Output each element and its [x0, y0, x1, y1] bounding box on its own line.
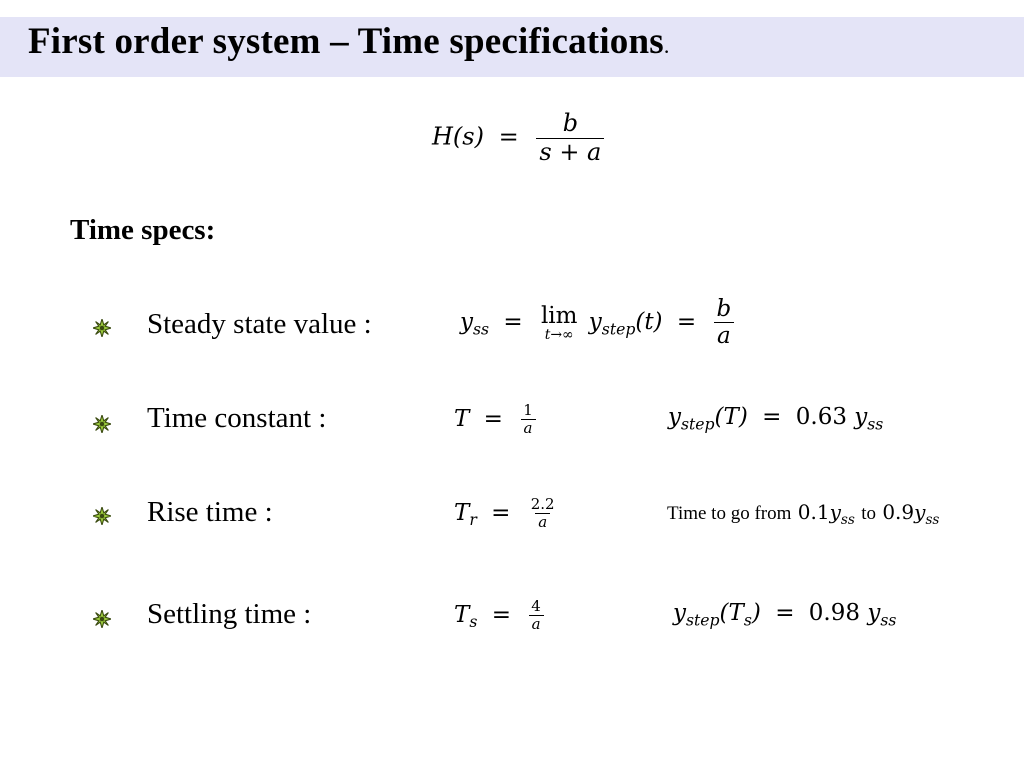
section-heading: Time specs: [70, 214, 216, 246]
limit-subscript: t→∞ [544, 327, 574, 344]
transfer-function-numerator: b [562, 109, 579, 137]
time-constant-denominator: a [521, 419, 536, 437]
steady-state-equals-2: = [676, 308, 697, 335]
steady-state-equals-1: = [503, 308, 523, 335]
transfer-function-equals: = [498, 122, 519, 151]
yss-subscript: ss [473, 319, 490, 339]
rise-time-equals: = [491, 499, 511, 526]
settling-time-denominator: a [529, 615, 544, 633]
time-constant-fraction [520, 402, 536, 438]
settling-time-formula [454, 598, 547, 634]
settling-time-response [673, 600, 896, 629]
star-burst-icon [93, 507, 111, 525]
star-burst-icon [93, 319, 111, 337]
rise-time-desc-to: 0.9 [882, 500, 915, 524]
yss-symbol: y [914, 500, 926, 524]
yss-symbol: y [854, 404, 868, 430]
time-constant-lhs: T [454, 405, 470, 432]
star-burst-icon [93, 415, 111, 433]
transfer-function-fraction [536, 110, 604, 166]
rise-time-desc-to-word: to [861, 503, 876, 524]
limit-word: lim [540, 302, 578, 329]
rise-time-numerator: 2.2 [530, 495, 555, 513]
yss-symbol: y [829, 500, 841, 524]
slide-title-dot: . [663, 33, 670, 58]
yss-subscript: ss [867, 414, 884, 434]
bullet-label-steady-state: Steady state value : [147, 308, 372, 340]
bullet-label-rise-time: Rise time : [147, 496, 273, 528]
time-constant-response-value: 0.63 [795, 404, 847, 430]
settling-time-lhs-subscript: s [469, 612, 478, 632]
time-constant-numerator: 1 [523, 401, 533, 419]
ystep-subscript: step [686, 610, 720, 630]
steady-state-fraction [713, 296, 734, 350]
settling-time-numerator: 4 [531, 597, 541, 615]
steady-state-denominator: a [714, 322, 734, 349]
time-constant-equals: = [483, 405, 503, 432]
transfer-function-lhs: H(s) [432, 122, 484, 151]
ystep-symbol: y [673, 600, 686, 626]
yss-symbol: y [460, 308, 473, 335]
bullet-label-time-constant: Time constant : [147, 402, 327, 434]
rise-time-desc-prefix: Time to go from [667, 503, 792, 524]
yss-subscript: ss [925, 511, 940, 528]
rise-time-denominator: a [535, 513, 550, 531]
time-constant-formula [454, 402, 539, 438]
limit-operator [541, 304, 578, 342]
ystep-symbol: y [668, 404, 681, 430]
rise-time-lhs-subscript: r [469, 510, 477, 530]
ystep-symbol: y [588, 308, 602, 335]
settling-time-equals: = [491, 601, 511, 628]
yss-symbol: y [867, 600, 881, 626]
ystep-argument: (T) [714, 404, 748, 430]
bullet-settling-time [0, 588, 1024, 648]
rise-time-description [667, 500, 939, 528]
rise-time-fraction [528, 496, 558, 532]
bullet-steady-state [0, 296, 1024, 356]
settling-time-lhs: T [454, 601, 470, 628]
ystep-subscript: step [681, 414, 715, 434]
bullet-label-settling-time: Settling time : [147, 598, 312, 630]
bullet-rise-time [0, 486, 1024, 546]
steady-state-numerator: b [716, 296, 732, 322]
bullet-time-constant [0, 392, 1024, 452]
star-burst-icon [93, 610, 111, 628]
yss-subscript: ss [880, 610, 897, 630]
slide-title [28, 20, 670, 63]
yss-subscript: ss [840, 511, 855, 528]
rise-time-formula [454, 496, 561, 532]
steady-state-formula [460, 296, 737, 350]
transfer-function-equation [432, 110, 607, 166]
ystep-argument-subscript: s [743, 610, 752, 630]
rise-time-desc-from: 0.1 [797, 500, 830, 524]
time-constant-response-equals: = [762, 404, 782, 430]
ystep-argument-close: ) [751, 600, 761, 626]
settling-time-response-equals: = [775, 600, 795, 626]
ystep-argument-open: (T [719, 600, 744, 626]
settling-time-response-value: 0.98 [808, 600, 861, 626]
transfer-function-denominator: s + a [536, 138, 604, 167]
ystep-argument: (t) [635, 308, 663, 335]
time-constant-response [668, 404, 883, 433]
rise-time-lhs: T [454, 499, 470, 526]
slide-title-text: First order system – Time specifications [28, 21, 664, 62]
ystep-subscript: step [601, 319, 636, 339]
settling-time-fraction [528, 598, 544, 634]
